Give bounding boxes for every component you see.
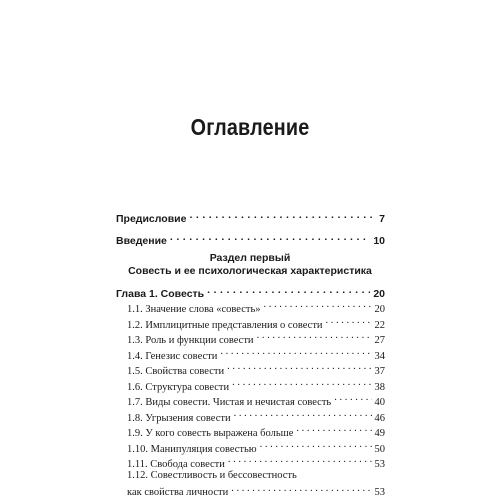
toc-entry-1-9[interactable]	[127, 422, 385, 439]
leader-dots	[263, 298, 371, 312]
toc-entry-1-6[interactable]	[127, 376, 385, 393]
toc-entry-chapter-1[interactable]	[116, 283, 385, 300]
toc-entry-page: 20	[374, 304, 385, 315]
toc-entry-1-7[interactable]	[127, 391, 385, 408]
toc-entry-label: 1.6. Структура совести	[127, 382, 230, 393]
toc-entry-page: 46	[374, 413, 385, 424]
leader-dots	[207, 283, 370, 297]
toc-entry-label: Предисловие	[116, 213, 187, 225]
toc-entry-1-12[interactable]	[127, 469, 385, 499]
toc-entry-label: 1.1. Значение слова «совесть»	[127, 304, 261, 315]
toc-entry-page: 7	[379, 213, 385, 225]
toc-entry-page: 50	[374, 444, 385, 455]
toc-entry-page: 10	[373, 235, 385, 247]
toc-entry-preface[interactable]	[116, 208, 385, 225]
leader-dots	[227, 360, 371, 374]
toc-entry-label: 1.3. Роль и функции совести	[127, 335, 254, 346]
leader-dots	[228, 453, 372, 467]
leader-dots	[231, 482, 371, 495]
toc-entry-label-line2: как свойства личности	[127, 487, 229, 498]
toc-entry-page: 20	[373, 288, 385, 300]
leader-dots	[189, 208, 376, 222]
section-heading-line2: Совесть и ее психологическая характеристика	[128, 265, 372, 277]
leader-dots	[334, 391, 371, 405]
toc-entry-1-8[interactable]	[127, 407, 385, 424]
leader-dots	[326, 314, 372, 328]
toc-entry-1-10[interactable]	[127, 438, 385, 455]
toc-entry-label: 1.9. У кого совесть выражена больше	[127, 428, 294, 439]
toc-entry-label: Глава 1. Совесть	[116, 288, 205, 300]
toc-entry-page: 53	[374, 487, 385, 498]
toc-entry-second-line	[127, 482, 385, 499]
leader-dots	[220, 345, 371, 359]
toc-entry-page: 22	[374, 320, 385, 331]
toc-entry-label: 1.10. Манипуляция совестью	[127, 444, 257, 455]
leader-dots	[170, 230, 370, 244]
toc-entry-label: 1.7. Виды совести. Чистая и нечистая совесть	[127, 397, 332, 408]
toc-entry-page: 40	[374, 397, 385, 408]
toc-entry-1-3[interactable]	[127, 329, 385, 346]
toc-entry-page: 27	[374, 335, 385, 346]
toc-entry-page: 38	[374, 382, 385, 393]
toc-entry-label-line1: 1.12. Совестливость и бессовестность	[127, 470, 297, 481]
toc-entry-introduction[interactable]	[116, 230, 385, 247]
leader-dots	[296, 422, 371, 436]
toc-entry-1-1[interactable]	[127, 298, 385, 315]
leader-dots	[234, 407, 372, 421]
toc-entry-page: 49	[374, 428, 385, 439]
toc-entry-label: 1.11. Свобода совести	[127, 459, 225, 470]
leader-dots	[260, 438, 372, 452]
leader-dots	[257, 329, 372, 343]
toc-entry-label: 1.8. Угрызения совести	[127, 413, 231, 424]
page-title: Оглавление	[190, 114, 310, 140]
toc-entry-1-2[interactable]	[127, 314, 385, 331]
toc-entry-label: 1.4. Генезис совести	[127, 351, 218, 362]
toc-entry-1-5[interactable]	[127, 360, 385, 377]
toc-entry-1-11[interactable]	[127, 453, 385, 470]
toc-entry-page: 34	[374, 351, 385, 362]
toc-entry-1-4[interactable]	[127, 345, 385, 362]
section-heading	[0, 252, 500, 278]
toc-entry-label: 1.2. Имплицитные представления о совести	[127, 320, 323, 331]
toc-entry-label: Введение	[116, 235, 167, 247]
toc-entry-page: 53	[374, 459, 385, 470]
section-heading-line1: Раздел первый	[209, 252, 291, 264]
toc-entry-page: 37	[374, 366, 385, 377]
toc-entry-label: 1.5. Свойства совести	[127, 366, 225, 377]
leader-dots	[232, 376, 371, 390]
